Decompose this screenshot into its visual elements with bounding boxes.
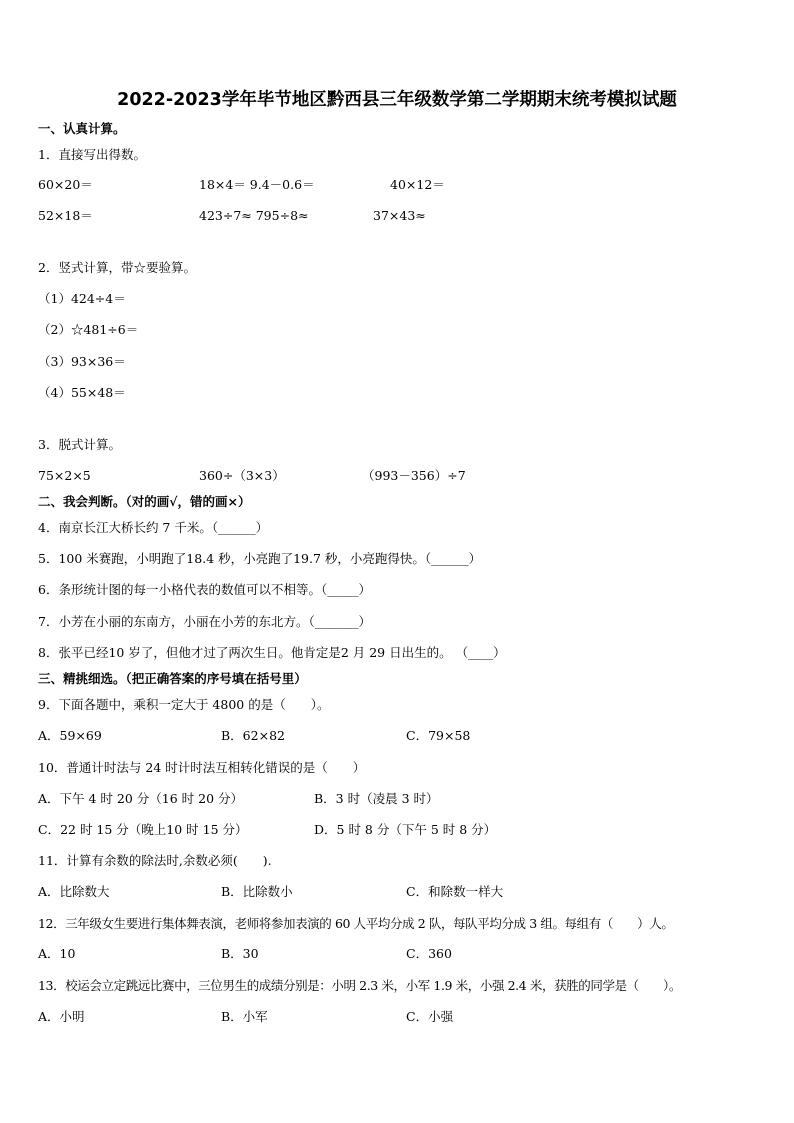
section-2-heading: 二、我会判断。（对的画√，错的画×） (38, 494, 251, 509)
q13-stem: 13．校运会立定跳远比赛中，三位男生的成绩分别是：小明 2.3 米，小军 1.9 米，小强 2.4 米，获胜的同学是（ ）。 (38, 978, 681, 993)
page-title: 2022-2023学年毕节地区黔西县三年级数学第二学期期末统考模拟试题 (117, 90, 677, 110)
section-1-heading: 一、认真计算。 (38, 121, 126, 136)
q8: 8．张平已经10 岁了，但他才过了两次生日。他肯定是2 月 29 日出生的。 （____） (38, 645, 506, 660)
q9-option-c: C．79×58 (406, 728, 471, 743)
q2-item-2: （2）☆481÷6＝ (38, 322, 139, 337)
q11-option-b: B．比除数小 (221, 884, 293, 899)
q12-option-c: C．360 (406, 946, 452, 961)
q11-option-a: A．比除数大 (38, 884, 110, 899)
q2-stem: 2．竖式计算，带☆要验算。 (38, 260, 196, 275)
q11-option-c: C．和除数一样大 (406, 884, 504, 899)
q1-r1-c3: 40×12＝ (390, 177, 445, 192)
q4: 4．南京长江大桥长约 7 千米。（______） (38, 520, 269, 535)
q12-option-a: A．10 (38, 946, 76, 961)
q13-option-a: A．小明 (38, 1009, 85, 1024)
section-3-heading: 三、精挑细选。（把正确答案的序号填在括号里） (38, 671, 307, 686)
q10-stem: 10．普通计时法与 24 时计时法互相转化错误的是（ ） (38, 760, 366, 775)
q3-item-1: 75×2×5 (38, 468, 91, 483)
q13-option-c: C．小强 (406, 1009, 454, 1024)
q2-item-4: （4）55×48＝ (38, 385, 126, 400)
q1-r2-c1: 52×18＝ (38, 208, 93, 223)
q6: 6．条形统计图的每一小格代表的数值可以不相等。（_____） (38, 582, 371, 597)
q10-option-a: A．下午 4 时 20 分（16 时 20 分） (38, 791, 244, 806)
q9-option-a: A．59×69 (38, 728, 102, 743)
q3-item-3: （993－356）÷7 (362, 468, 466, 483)
q7: 7．小芳在小丽的东南方，小丽在小芳的东北方。（_______） (38, 614, 371, 629)
q3-item-2: 360÷（3×3） (199, 468, 285, 483)
q1-r2-c3: 37×43≈ (373, 208, 426, 223)
q11-stem: 11．计算有余数的除法时,余数必须( ). (38, 853, 272, 868)
q2-item-1: （1）424÷4＝ (38, 291, 126, 306)
q1-r2-c2: 423÷7≈ 795÷8≈ (199, 208, 309, 223)
q13-option-b: B．小军 (221, 1009, 268, 1024)
q12-option-b: B．30 (221, 946, 259, 961)
q5: 5．100 米赛跑，小明跑了18.4 秒，小亮跑了19.7 秒，小亮跑得快。（______） (38, 551, 482, 566)
q1-stem: 1．直接写出得数。 (38, 147, 146, 162)
q12-stem: 12．三年级女生要进行集体舞表演，老师将参加表演的 60 人平均分成 2 队，每队平均分成 3 组。每组有（ ）人。 (38, 916, 674, 931)
q1-r1-c2: 18×4＝ 9.4－0.6＝ (199, 177, 315, 192)
q10-option-d: D．5 时 8 分（下午 5 时 8 分） (314, 822, 497, 837)
q1-r1-c1: 60×20＝ (38, 177, 93, 192)
q2-item-3: （3）93×36＝ (38, 354, 126, 369)
q3-stem: 3．脱式计算。 (38, 437, 121, 452)
q9-stem: 9．下面各题中，乘积一定大于 4800 的是（ ）。 (38, 697, 330, 712)
q10-option-b: B．3 时（凌晨 3 时） (314, 791, 439, 806)
q9-option-b: B．62×82 (221, 728, 285, 743)
q10-option-c: C．22 时 15 分（晚上10 时 15 分） (38, 822, 248, 837)
